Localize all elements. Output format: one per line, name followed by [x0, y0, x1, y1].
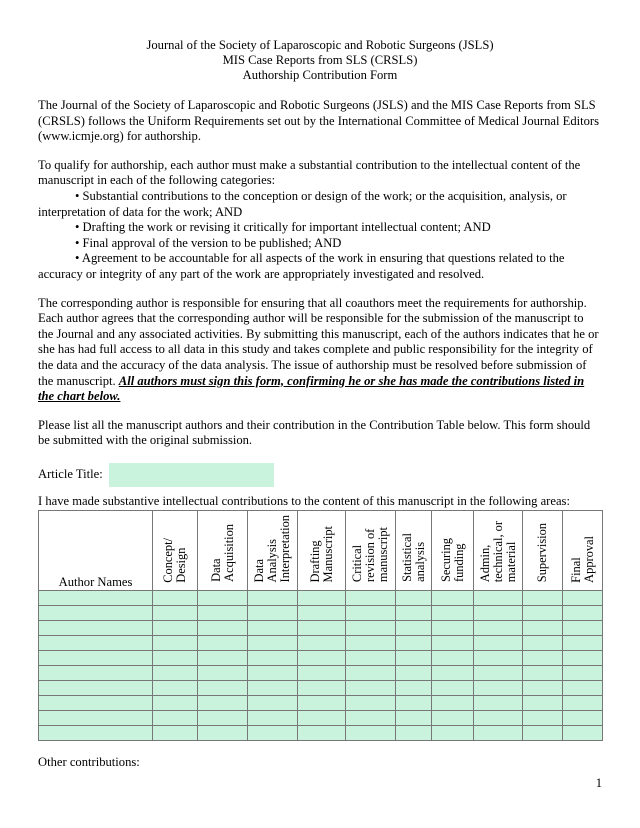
contribution-cell[interactable] [346, 711, 396, 726]
contribution-cell[interactable] [153, 666, 198, 681]
table-row [39, 621, 603, 636]
contribution-cell[interactable] [248, 651, 298, 666]
contribution-cell[interactable] [474, 711, 523, 726]
col-securing-funding: Securing funding [432, 510, 474, 590]
corresponding-paragraph [38, 296, 602, 405]
contribution-cell[interactable] [432, 726, 474, 741]
contribution-cell[interactable] [432, 651, 474, 666]
contribution-cell[interactable] [396, 726, 432, 741]
contribution-cell[interactable] [198, 651, 248, 666]
col-supervision: Supervision [523, 510, 563, 590]
criterion-4: • Agreement to be accountable for all aspects of the work in ensuring that questions related to the accuracy or integrity of any part of the work are appropriately investigated and resolved. [38, 251, 565, 281]
contribution-cell[interactable] [432, 696, 474, 711]
article-title-row [38, 462, 602, 488]
col-data-analysis: Data Analysis Interpretation [248, 510, 298, 590]
contribution-table-body [39, 591, 603, 741]
contribution-cell[interactable] [396, 606, 432, 621]
contribution-cell[interactable] [198, 666, 248, 681]
contribution-cell[interactable] [396, 681, 432, 696]
contribution-cell[interactable] [474, 726, 523, 741]
contribution-cell[interactable] [153, 651, 198, 666]
contribution-cell[interactable] [346, 681, 396, 696]
contribution-cell[interactable] [346, 666, 396, 681]
contribution-cell[interactable] [298, 681, 346, 696]
author-name-cell[interactable] [39, 681, 153, 696]
page-number: 1 [595, 776, 602, 790]
contribution-cell[interactable] [248, 726, 298, 741]
criterion-1: • Substantial contributions to the conception or design of the work; or the acquisition, analysis, or interpretation of data for the work; AND [38, 188, 567, 219]
table-row [39, 591, 603, 606]
form-page [38, 38, 602, 770]
contribution-cell[interactable] [248, 696, 298, 711]
contribution-cell[interactable] [153, 711, 198, 726]
contribution-cell[interactable] [563, 651, 603, 666]
col-critical-revision: Critical revision of manuscript [346, 510, 396, 590]
article-title-label: Article Title: [38, 467, 103, 482]
contribution-cell[interactable] [523, 591, 563, 606]
author-name-cell[interactable] [39, 621, 153, 636]
contribution-cell[interactable] [248, 591, 298, 606]
contribution-cell[interactable] [563, 591, 603, 606]
contribution-cell[interactable] [432, 636, 474, 651]
contribution-cell[interactable] [198, 591, 248, 606]
journal-subtitle: MIS Case Reports from SLS (CRSLS) [222, 53, 418, 67]
contribution-cell[interactable] [298, 696, 346, 711]
contribution-cell[interactable] [198, 726, 248, 741]
author-name-cell[interactable] [39, 726, 153, 741]
contribution-cell[interactable] [474, 621, 523, 636]
contribution-cell[interactable] [346, 606, 396, 621]
other-contributions-label: Other contributions: [38, 755, 140, 770]
contribution-cell[interactable] [474, 651, 523, 666]
corresponding-text: The corresponding author is responsible for ensuring that all coauthors meet the requirements for authorship. Each author agrees that the corresponding author will be responsible for the submission of the manuscript to the Journal and any associated activities. By submitting this manuscript, each of the authors indicates that he or she has had full access to all data in this study and takes complete and public responsibility for the integrity of the data and the accuracy of the data analysis. The issue of authorship must be resolved before submission of the manuscript. [38, 295, 599, 388]
contribution-cell[interactable] [248, 681, 298, 696]
contribution-cell[interactable] [248, 606, 298, 621]
contribution-cell[interactable] [396, 636, 432, 651]
contribution-cell[interactable] [346, 621, 396, 636]
contribution-cell[interactable] [523, 696, 563, 711]
contribution-cell[interactable] [248, 711, 298, 726]
contribution-cell[interactable] [198, 711, 248, 726]
contribution-cell[interactable] [474, 636, 523, 651]
contribution-cell[interactable] [396, 666, 432, 681]
table-intro: I have made substantive intellectual contributions to the content of this manuscript in the following areas: [38, 493, 570, 508]
contribution-cell[interactable] [563, 681, 603, 696]
contribution-cell[interactable] [432, 666, 474, 681]
contribution-cell[interactable] [153, 591, 198, 606]
table-row [39, 711, 603, 726]
contribution-cell[interactable] [396, 696, 432, 711]
journal-title: Journal of the Society of Laparoscopic and Robotic Surgeons (JSLS) [146, 38, 494, 52]
contribution-cell[interactable] [298, 666, 346, 681]
contribution-cell[interactable] [563, 696, 603, 711]
contribution-cell[interactable] [563, 726, 603, 741]
author-name-cell[interactable] [39, 636, 153, 651]
contribution-cell[interactable] [432, 681, 474, 696]
contribution-cell[interactable] [198, 681, 248, 696]
contribution-cell[interactable] [523, 621, 563, 636]
list-paragraph: Please list all the manuscript authors and their contribution in the Contribution Table below. This form should be submitted with the original submission. [38, 417, 591, 448]
contribution-cell[interactable] [432, 711, 474, 726]
contribution-cell[interactable] [523, 651, 563, 666]
table-row [39, 681, 603, 696]
contribution-cell[interactable] [523, 681, 563, 696]
author-name-cell[interactable] [39, 696, 153, 711]
contribution-cell[interactable] [523, 606, 563, 621]
contribution-cell[interactable] [198, 606, 248, 621]
table-row [39, 696, 603, 711]
contribution-cell[interactable] [248, 666, 298, 681]
table-header-row [39, 510, 603, 590]
contribution-cell[interactable] [153, 636, 198, 651]
contribution-cell[interactable] [346, 726, 396, 741]
contribution-cell[interactable] [298, 591, 346, 606]
contribution-cell[interactable] [523, 636, 563, 651]
contribution-cell[interactable] [474, 591, 523, 606]
contribution-cell[interactable] [153, 621, 198, 636]
contribution-cell[interactable] [153, 681, 198, 696]
contribution-cell[interactable] [432, 591, 474, 606]
contribution-cell[interactable] [563, 606, 603, 621]
contribution-cell[interactable] [396, 621, 432, 636]
contribution-cell[interactable] [298, 711, 346, 726]
author-name-cell[interactable] [39, 711, 153, 726]
contribution-cell[interactable] [298, 606, 346, 621]
col-drafting-manuscript: Drafting Manuscript [298, 510, 346, 590]
contribution-cell[interactable] [153, 696, 198, 711]
author-name-cell[interactable] [39, 651, 153, 666]
table-row [39, 636, 603, 651]
table-row [39, 651, 603, 666]
author-name-cell[interactable] [39, 591, 153, 606]
contribution-cell[interactable] [346, 651, 396, 666]
qualify-section [38, 158, 602, 283]
contribution-cell[interactable] [198, 636, 248, 651]
contribution-cell[interactable] [523, 726, 563, 741]
contribution-cell[interactable] [474, 681, 523, 696]
form-title: Authorship Contribution Form [242, 68, 398, 82]
table-row [39, 666, 603, 681]
criterion-3: • Final approval of the version to be published; AND [75, 235, 342, 250]
contribution-cell[interactable] [563, 666, 603, 681]
col-statistical-analysis: Statistical analysis [396, 510, 432, 590]
contribution-cell[interactable] [198, 696, 248, 711]
form-header [38, 38, 602, 83]
contribution-cell[interactable] [396, 591, 432, 606]
contribution-cell[interactable] [396, 711, 432, 726]
contribution-cell[interactable] [346, 591, 396, 606]
contribution-cell[interactable] [563, 621, 603, 636]
criterion-2: • Drafting the work or revising it critically for important intellectual content; AND [75, 220, 491, 235]
contribution-cell[interactable] [248, 621, 298, 636]
col-admin-technical: Admin, technical, or material [474, 510, 523, 590]
contribution-cell[interactable] [346, 636, 396, 651]
contribution-cell[interactable] [474, 696, 523, 711]
contribution-cell[interactable] [432, 621, 474, 636]
contribution-cell[interactable] [474, 666, 523, 681]
contribution-cell[interactable] [563, 636, 603, 651]
author-name-cell[interactable] [39, 606, 153, 621]
author-names-header: Author Names [39, 510, 153, 590]
contribution-cell[interactable] [248, 636, 298, 651]
contribution-cell[interactable] [198, 621, 248, 636]
signature-requirement: All authors must sign this form, confirming he or she has made the contributions listed in the chart below. [38, 373, 585, 404]
contribution-cell[interactable] [298, 621, 346, 636]
contribution-cell[interactable] [153, 606, 198, 621]
col-concept-design: Concept/ Design [153, 510, 198, 590]
contribution-cell[interactable] [298, 651, 346, 666]
contribution-cell[interactable] [432, 606, 474, 621]
contribution-cell[interactable] [396, 651, 432, 666]
contribution-cell[interactable] [298, 726, 346, 741]
table-row [39, 726, 603, 741]
contribution-cell[interactable] [474, 606, 523, 621]
contribution-cell[interactable] [298, 636, 346, 651]
contribution-cell[interactable] [346, 696, 396, 711]
contribution-table [38, 510, 603, 741]
article-title-field[interactable] [109, 463, 274, 487]
col-data-acquisition: Data Acquisition [198, 510, 248, 590]
table-row [39, 606, 603, 621]
author-name-cell[interactable] [39, 666, 153, 681]
intro-paragraph: The Journal of the Society of Laparoscopic and Robotic Surgeons (JSLS) and the MIS Case Reports from SLS (CRSLS) follows the Uniform Requirements set out by the International Committee of Medical Journal Editors (www.icmje.org) for authorship. [38, 98, 600, 144]
contribution-cell[interactable] [523, 711, 563, 726]
qualify-paragraph: To qualify for authorship, each author must make a substantial contribution to the intellectual content of the manuscript in each of the following categories: [38, 157, 581, 188]
col-final-approval: Final Approval [563, 510, 603, 590]
contribution-cell[interactable] [153, 726, 198, 741]
contribution-cell[interactable] [523, 666, 563, 681]
contribution-cell[interactable] [563, 711, 603, 726]
